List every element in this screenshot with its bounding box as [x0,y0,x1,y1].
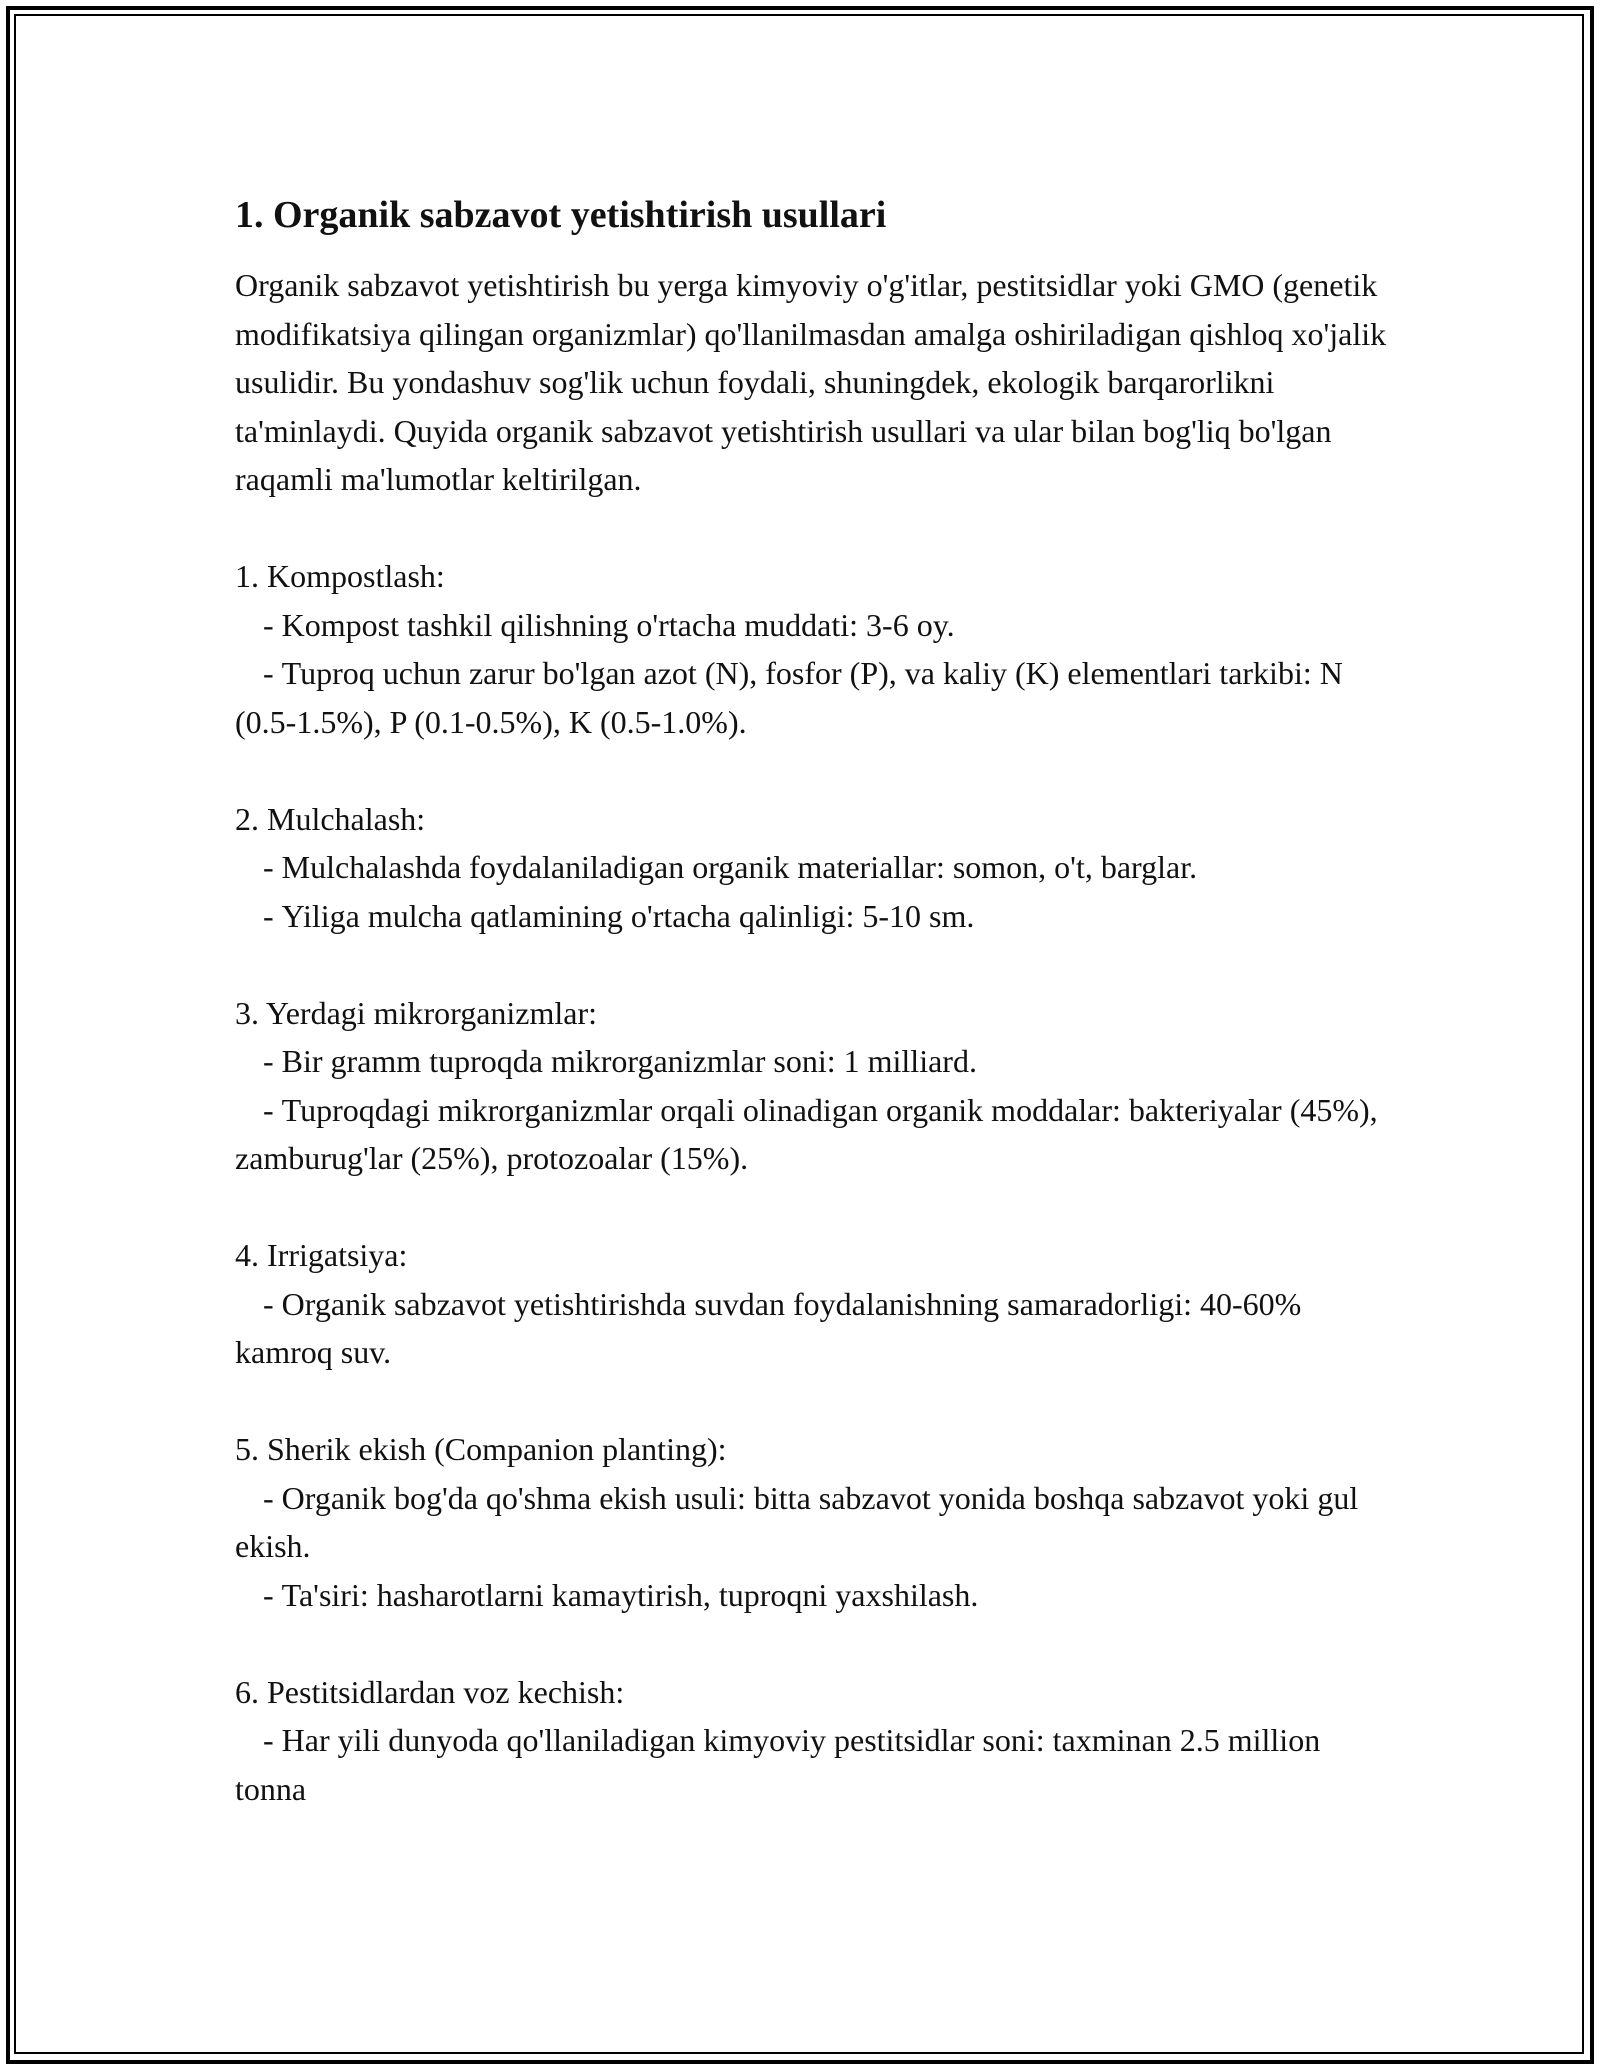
section-bullet: - Kompost tashkil qilishning o'rtacha muddati: 3-6 oy. [263,606,955,643]
section-mulchalash [235,795,1395,941]
section-heading: 4. Irrigatsiya: [235,1237,408,1273]
section-bullet: - Organik bog'da qo'shma ekish usuli: bitta sabzavot yonida boshqa sabzavot yoki gul ekish. [235,1479,1359,1564]
bullet-text: Organik bog'da qo'shma ekish usuli: bitta sabzavot yonida boshqa sabzavot yoki gul ekish. [235,1479,1359,1564]
section-pestitsidlar [235,1668,1395,1814]
section-heading: 6. Pestitsidlardan voz kechish: [235,1673,625,1710]
section-irrigatsiya [235,1231,1395,1377]
section-heading: 5. Sherik ekish (Companion planting): [235,1431,727,1467]
section-heading: 1. Kompostlash: [235,558,445,594]
bullet-text: Har yili dunyoda qo'llaniladigan kimyoviy pestitsidlar soni: taxminan 2.5 million tonna [235,1722,1321,1807]
bullet-text: Tuproqdagi mikrorganizmlar orqali olinadigan organik moddalar: bakteriyalar (45%), zamburug'lar (25%), protozoalar (15%). [235,1091,1378,1176]
section-bullet: - Yiliga mulcha qatlamining o'rtacha qalinligi: 5-10 sm. [263,897,975,934]
section-bullet: - Bir gramm tuproqda mikrorganizmlar soni: 1 milliard. [263,1043,977,1079]
bullet-text: Ta'siri: hasharotlarni kamaytirish, tuproqni yaxshilash. [281,1576,979,1613]
section-bullet: - Har yili dunyoda qo'llaniladigan kimyoviy pestitsidlar soni: taxminan 2.5 million tonna [235,1722,1321,1807]
document-title: 1. Organik sabzavot yetishtirish usullari [235,194,887,236]
bullet-text: Organik sabzavot yetishtirishda suvdan foydalanishning samaradorligi: 40-60% kamroq suv. [235,1285,1302,1370]
section-sherik-ekish [235,1425,1395,1619]
section-bullet: - Tuproq uchun zarur bo'lgan azot (N), fosfor (P), va kaliy (K) elementlari tarkibi: N (0.5-1.5%), P (0.1-0.5%), K (0.5-1.0%). [235,655,1343,740]
bullet-text: Yiliga mulcha qatlamining o'rtacha qalinligi: 5-10 sm. [281,897,975,934]
bullet-text: Kompost tashkil qilishning o'rtacha muddati: 3-6 oy. [281,606,955,643]
section-mikrorganizmlar [235,989,1395,1183]
bullet-text: Mulchalashda foydalaniladigan organik materiallar: somon, o't, barglar. [281,849,1198,885]
section-heading: 2. Mulchalash: [235,800,426,837]
section-kompostlash [235,552,1395,746]
bullet-text: Bir gramm tuproqda mikrorganizmlar soni: 1 milliard. [281,1043,977,1079]
section-bullet: - Tuproqdagi mikrorganizmlar orqali olinadigan organik moddalar: bakteriyalar (45%), zamburug'lar (25%), protozoalar (15%). [235,1091,1378,1176]
section-bullet: - Organik sabzavot yetishtirishda suvdan foydalanishning samaradorligi: 40-60% kamroq suv. [235,1285,1302,1370]
section-heading: 3. Yerdagi mikrorganizmlar: [235,994,598,1031]
intro-paragraph: Organik sabzavot yetishtirish bu yerga kimyoviy o'g'itlar, pestitsidlar yoki GMO (genetik modifikatsiya qilingan organizmlar) qo'llanilmasdan amalga oshiriladigan qishloq xo'jalik usulidir. Bu yondashuv sog'lik uchun foydali, shuningdek, ekologik barqarorlikni ta'minlaydi. Quyida organik sabzavot yetishtirish usullari va ular bilan bog'liq bo'lgan raqamli ma'lumotlar keltirilgan. [235,267,1387,497]
section-bullet: - Ta'siri: hasharotlarni kamaytirish, tuproqni yaxshilash. [263,1576,979,1613]
section-bullet: - Mulchalashda foydalaniladigan organik materiallar: somon, o't, barglar. [263,849,1198,885]
document-body [235,183,1395,1813]
bullet-text: Tuproq uchun zarur bo'lgan azot (N), fosfor (P), va kaliy (K) elementlari tarkibi: N (0.5-1.5%), P (0.1-0.5%), K (0.5-1.0%). [235,655,1343,740]
